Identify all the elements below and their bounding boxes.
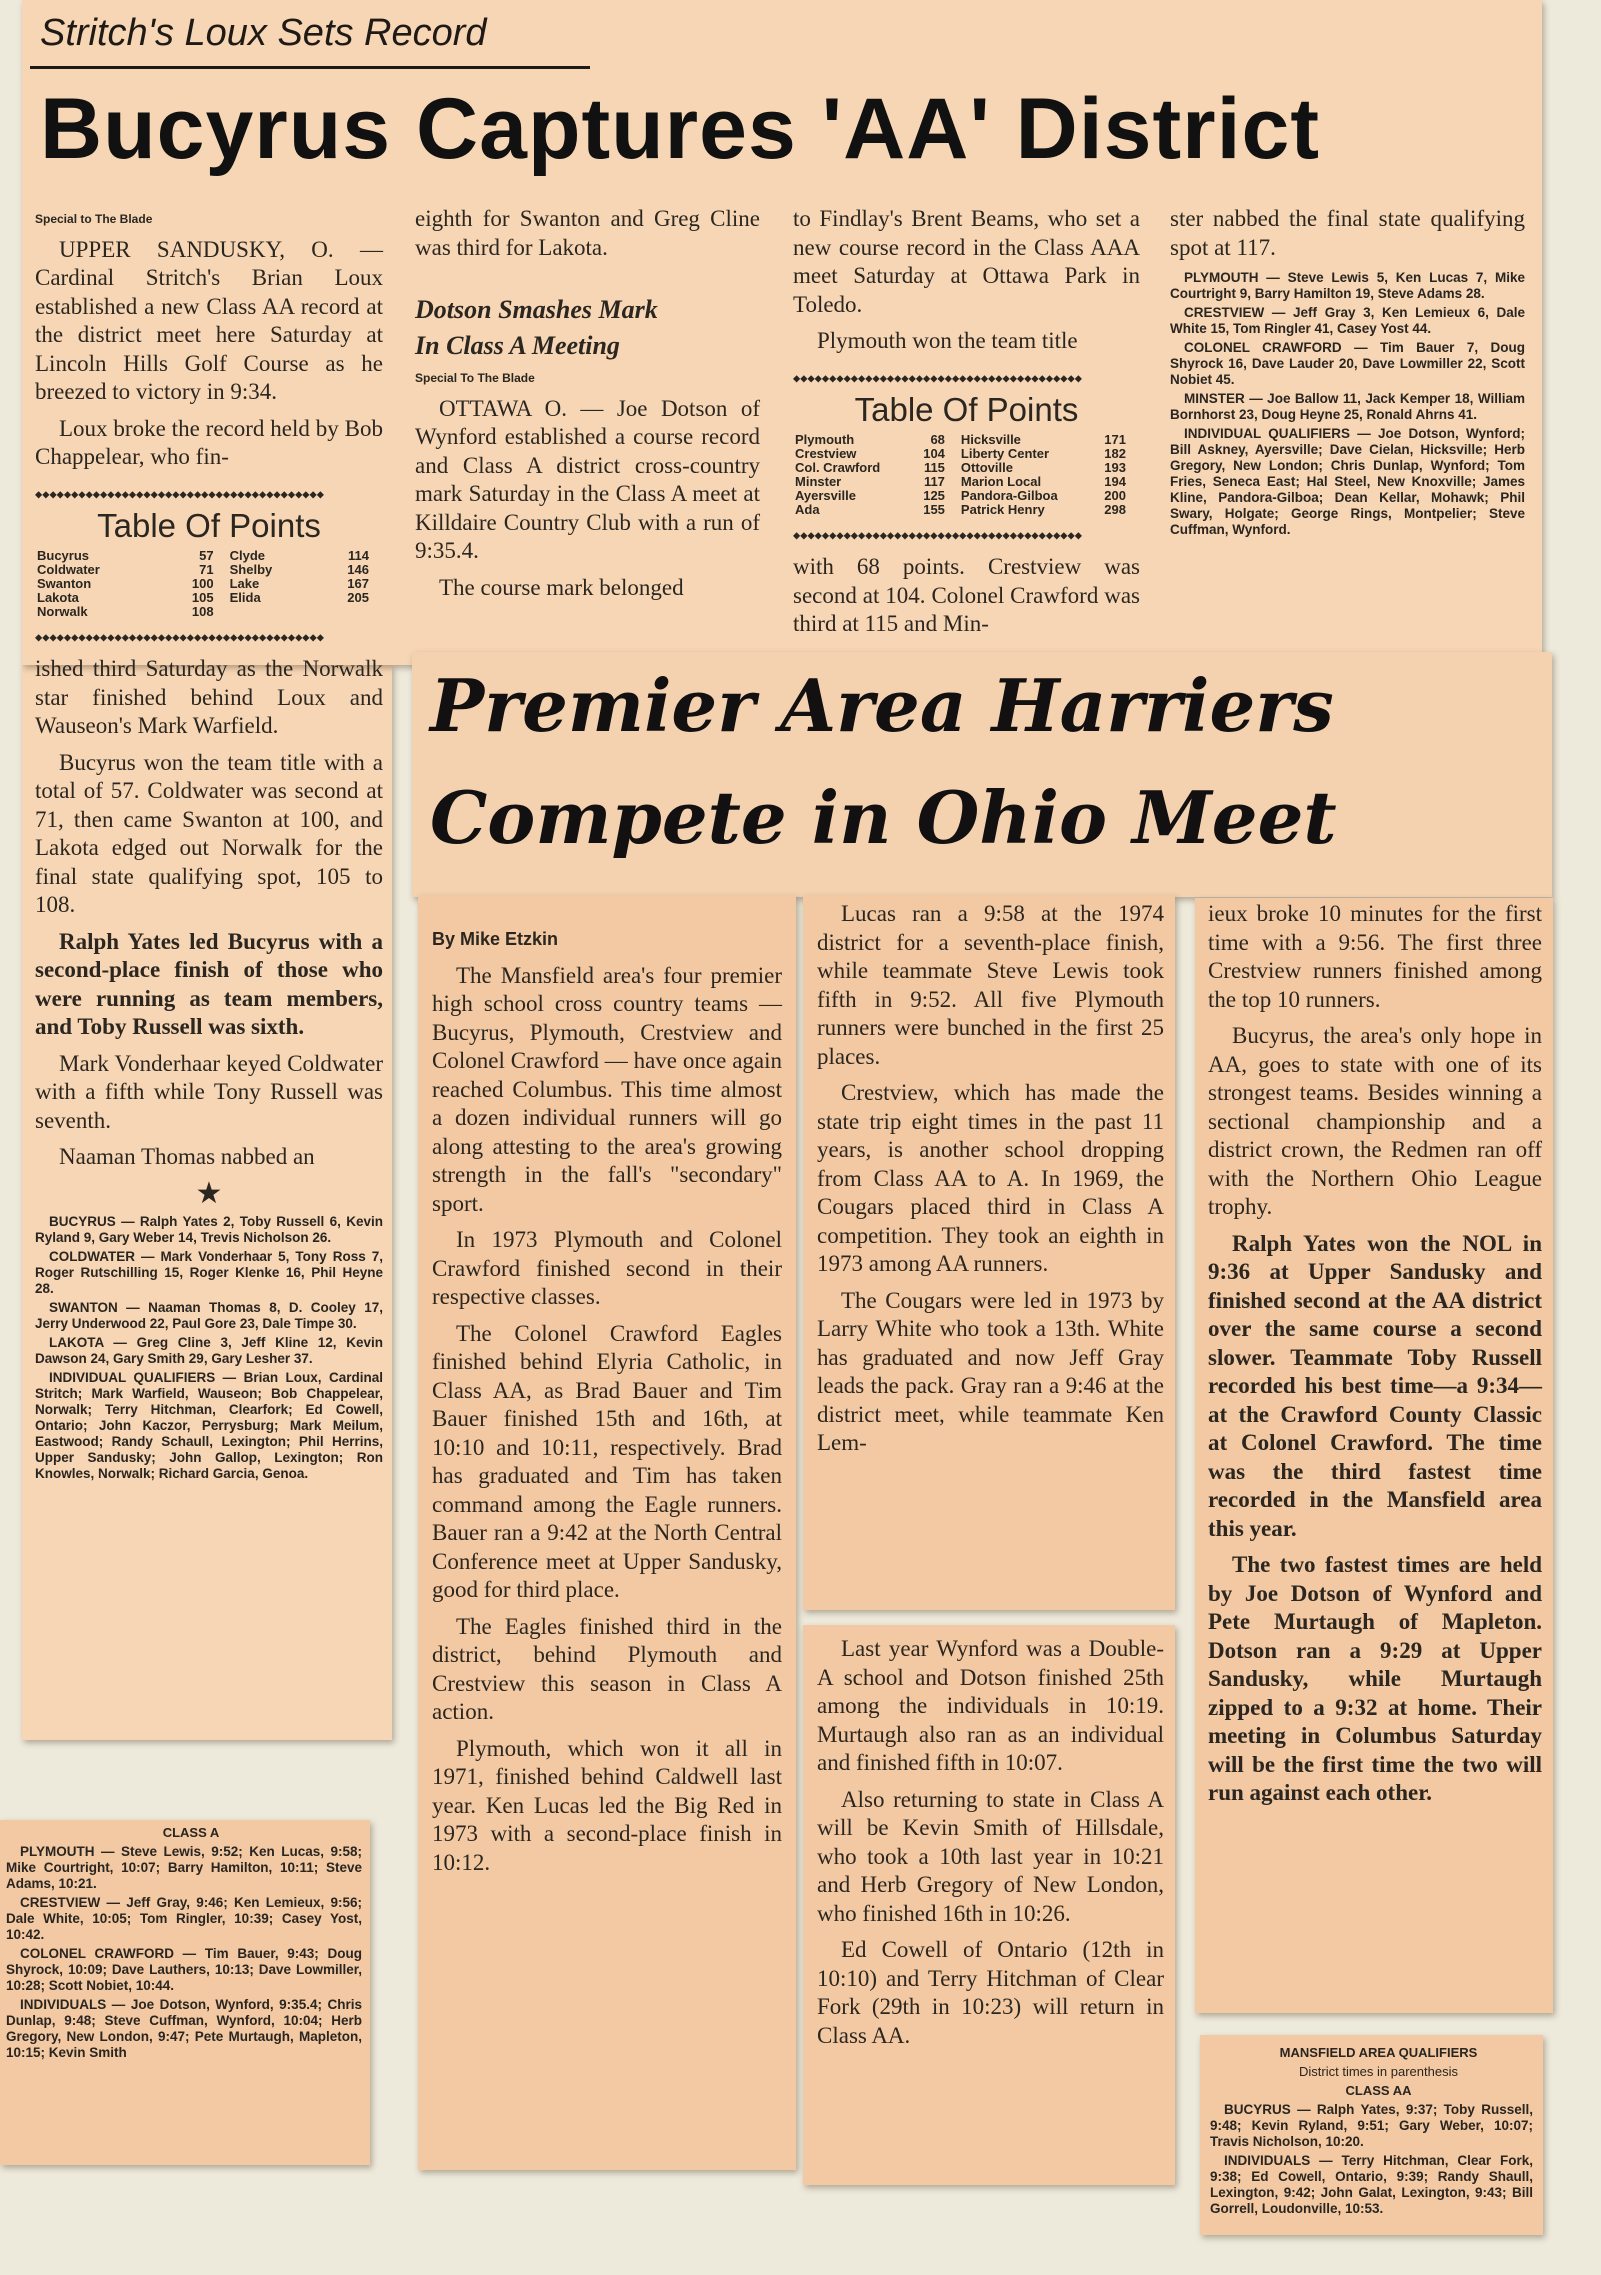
story3-paragraph: Bucyrus, the area's only hope in AA, goes to state with one of its strongest teams. Besides winning a sectional championship and a district crown, the Redmen ran off with the Northern Ohio League trophy. xyxy=(1208,1023,1542,1219)
table-row: Swanton 100 Lake 167 xyxy=(37,575,369,591)
mansfield-qualifiers xyxy=(1210,2045,1533,2220)
second-headline-line2: Compete in Ohio Meet xyxy=(430,775,1337,860)
story1-paragraph: Naaman Thomas nabbed an xyxy=(59,1144,315,1169)
story3-paragraph: The two fastest times are held by Joe Dotson of Wynford and Pete Murtaugh of Mapleton. Dotson ran a 9:29 at Upper Sandusky, while Murtaugh zipped to a 9:32 at home. Their meeting in Columbus Saturday will be the first time the two will run against each other. xyxy=(1208,1552,1542,1805)
story3-paragraph: Ralph Yates won the NOL in 9:36 at Upper Sandusky and finished second at the AA district over the same course a second slower. Teammate Toby Russell recorded his best time—a 9:34—at the Crawford County Classic at Colonel Crawford. The time was the third fastest time recorded in the Mansfield area this year. xyxy=(1208,1230,1542,1541)
story2-column4 xyxy=(1170,205,1525,541)
result-line: SWANTON — Naaman Thomas 8, D. Cooley 17, Jerry Underwood 22, Paul Gore 23, Dale Timpe 30. xyxy=(35,1300,383,1331)
story2-paragraph: to Findlay's Brent Beams, who set a new course record in the Class AAA meet Saturday at Ottawa Park in Toledo. xyxy=(793,206,1140,317)
story2-paragraph: The course mark belonged xyxy=(439,574,684,600)
kicker-underline xyxy=(30,66,590,69)
story2-paragraph: OTTAWA O. — Joe Dotson of Wynford established a course record and Class A district cross-country mark Saturday in the Class A meet at Killdaire Country Club with a run of 9:35.4. xyxy=(415,395,760,563)
kicker-headline: Stritch's Loux Sets Record xyxy=(40,12,487,54)
story3-paragraph: In 1973 Plymouth and Colonel Crawford finished second in their respective classes. xyxy=(432,1227,782,1309)
table-row: Ayersville 125 Pandora-Gilboa 200 xyxy=(795,487,1126,503)
result-line: INDIVIDUALS — Joe Dotson, Wynford, 9:35.4; Chris Dunlap, 9:48; Steve Cuffman, Wynford, 10:04; Herb Gregory, New London, 9:47; Pete Murtaugh, Mapleton, 10:15; Kevin Smith xyxy=(6,1997,362,2060)
story3-paragraph: Plymouth, which won it all in 1971, finished behind Caldwell last year. Ken Lucas led the Big Red in 1973 with a second-place finish in 10:12. xyxy=(432,1735,782,1875)
star-divider: ◆◆◆◆◆◆◆◆◆◆◆◆◆◆◆◆◆◆◆◆◆◆◆◆◆◆◆◆◆◆◆◆◆◆◆◆◆◆◆◆ xyxy=(793,527,1082,542)
table-row: Lakota 105 Elida 205 xyxy=(37,589,369,605)
star-icon: ★ xyxy=(195,1176,223,1210)
story3-paragraph: Crestview, which has made the state trip eight times in the past 11 years, is another school dropping from Class AA to A. In 1969, the Cougars placed third in Class A competition. They took an eighth in 1973 among AA runners. xyxy=(817,1080,1164,1276)
result-line: COLONEL CRAWFORD — Tim Bauer, 9:43; Doug Shyrock, 10:09; Dave Lauthers, 10:13; Dave Lowmiller, 10:28; Scott Nobiet, 10:44. xyxy=(6,1946,362,1993)
qualifiers-subtitle: District times in parenthesis xyxy=(1299,2064,1458,2079)
story2-points-table xyxy=(793,433,1140,517)
qualifiers-class: CLASS AA xyxy=(1345,2083,1412,2098)
table-of-points-title: Table Of Points xyxy=(97,507,321,544)
table-row: Minster 117 Marion Local 194 xyxy=(795,473,1126,489)
story1-column1 xyxy=(35,205,383,1485)
result-line: PLYMOUTH — Steve Lewis 5, Ken Lucas 7, Mike Courtright 9, Barry Hamilton 19, Steve Adams 28. xyxy=(1170,270,1525,301)
story3-paragraph: The Mansfield area's four premier high school cross country teams — Bucyrus, Plymouth, Crestview and Colonel Crawford — have once again reached Columbus. This time almost a dozen individual runners will go along attesting to the area's growing strength in the fall's "secondary" sport. xyxy=(432,962,782,1216)
story3-paragraph: Also returning to state in Class A will be Kevin Smith of Hillsdale, who took a 10th last year in 10:21 and Herb Gregory of New London, who finished 16th in 10:26. xyxy=(817,1786,1164,1926)
result-line: COLDWATER — Mark Vonderhaar 5, Tony Ross 7, Roger Rutschilling 15, Roger Klenke 16, Phil Heyne 28. xyxy=(35,1249,383,1296)
story1-paragraph: ished third Saturday as the Norwalk star finished behind Loux and Wauseon's Mark Warfield. xyxy=(35,656,383,738)
table-row: Bucyrus 57 Clyde 114 xyxy=(37,547,369,563)
story2-paragraph: Plymouth won the team title xyxy=(817,328,1078,353)
story3-paragraph: The Colonel Crawford Eagles finished behind Elyria Catholic, in Class AA, as Brad Bauer and Tim Bauer finished 15th and 16th, at 10:10 and 10:11, respectively. Brad has graduated and Tim has taken command among the Eagle runners. Bauer ran a 9:42 at the North Central Conference meet at Upper Sandusky, good for third place. xyxy=(432,1320,782,1602)
story2-dateline: Special To The Blade xyxy=(415,371,535,385)
story2-subhead: Dotson Smashes Mark xyxy=(415,295,658,324)
table-row: Crestview 104 Liberty Center 182 xyxy=(795,445,1126,461)
story3-column2b xyxy=(817,1635,1164,2058)
story3-paragraph: Ed Cowell of Ontario (12th in 10:10) and Terry Hitchman of Clear Fork (29th in 10:23) will return in Class AA. xyxy=(817,1937,1164,2048)
story3-paragraph: Last year Wynford was a Double-A school and Dotson finished 25th among the individuals in 10:19. Murtaugh also ran as an individual and finished fifth in 10:07. xyxy=(817,1636,1164,1775)
story1-dateline: Special to The Blade xyxy=(35,212,153,226)
story1-paragraph: Mark Vonderhaar keyed Coldwater with a fifth while Tony Russell was seventh. xyxy=(35,1050,383,1133)
story3-paragraph: The Eagles finished third in the district, behind Plymouth and Crestview this season in Class A action. xyxy=(432,1613,782,1724)
story1-paragraph: Loux broke the record held by Bob Chappelear, who fin- xyxy=(35,415,383,469)
result-line: INDIVIDUAL QUALIFIERS — Joe Dotson, Wynford; Bill Askney, Ayersville; Dave Cielan, Hicksville; Herb Gregory, New London; Chris Dunlap, Wynford; Tom Fries, Seneca East; Hal Steel, New Knoxville; James Kline, Pandora-Gilboa; Dean Kellar, Mohawk; Phil Swary, Holgate; George Rings, Montpelier; Steve Cuffman, Wynford. xyxy=(1170,426,1525,537)
story3-paragraph: The Cougars were led in 1973 by Larry White who took a 13th. White has graduated and now Jeff Gray leads the pack. Gray ran a 9:46 at the district meet, while teammate Ken Lem- xyxy=(817,1287,1164,1455)
result-line: BUCYRUS — Ralph Yates 2, Toby Russell 6, Kevin Ryland 9, Gary Weber 14, Trevis Nicholson 26. xyxy=(35,1214,383,1245)
qualifiers-title: MANSFIELD AREA QUALIFIERS xyxy=(1279,2045,1478,2060)
story3-paragraph: Lucas ran a 9:58 at the 1974 district for a seventh-place finish, while teammate Steve Lewis took fifth in 9:52. All five Plymouth runners were bunched in the first 25 places. xyxy=(817,901,1164,1069)
story1-paragraph: UPPER SANDUSKY, O. — Cardinal Stritch's Brian Loux established a new Class AA record at the district meet here Saturday at Lincoln Hills Golf Course as he breezed to victory in 9:34. xyxy=(35,236,383,404)
story2-paragraph: ster nabbed the final state qualifying spot at 117. xyxy=(1170,206,1525,260)
table-row: Coldwater 71 Shelby 146 xyxy=(37,561,369,577)
second-headline-line1: Premier Area Harriers xyxy=(430,663,1334,748)
table-row: Plymouth 68 Hicksville 171 xyxy=(795,431,1126,447)
story2-results xyxy=(1170,270,1525,538)
result-line: BUCYRUS — Ralph Yates, 9:37; Toby Russell, 9:48; Kevin Ryland, 9:51; Gary Weber, 10:07; Travis Nicholson, 10:20. xyxy=(1210,2102,1533,2149)
table-of-points-title: Table Of Points xyxy=(854,391,1079,428)
star-divider: ◆◆◆◆◆◆◆◆◆◆◆◆◆◆◆◆◆◆◆◆◆◆◆◆◆◆◆◆◆◆◆◆◆◆◆◆◆◆◆◆ xyxy=(35,629,324,644)
result-line: PLYMOUTH — Steve Lewis, 9:52; Ken Lucas, 9:58; Mike Courtright, 10:07; Barry Hamilton, 10:11; Steve Adams, 10:21. xyxy=(6,1844,362,1891)
star-divider: ◆◆◆◆◆◆◆◆◆◆◆◆◆◆◆◆◆◆◆◆◆◆◆◆◆◆◆◆◆◆◆◆◆◆◆◆◆◆◆◆ xyxy=(35,486,324,501)
result-line: LAKOTA — Greg Cline 3, Jeff Kline 12, Kevin Dawson 24, Gary Smith 29, Gary Lesher 37. xyxy=(35,1335,383,1366)
star-divider: ◆◆◆◆◆◆◆◆◆◆◆◆◆◆◆◆◆◆◆◆◆◆◆◆◆◆◆◆◆◆◆◆◆◆◆◆◆◆◆◆ xyxy=(793,370,1082,385)
result-line: CRESTVIEW — Jeff Gray 3, Ken Lemieux 6, Dale White 15, Tom Ringler 41, Casey Yost 44. xyxy=(1170,305,1525,336)
story1-paragraph: eighth for Swanton and Greg Cline was third for Lakota. xyxy=(415,206,760,260)
story3-column1 xyxy=(432,925,782,1885)
result-line: COLONEL CRAWFORD — Tim Bauer 7, Doug Shyrock 16, Dave Lauder 20, Dave Lowmiller 22, Scott Nobiet 45. xyxy=(1170,340,1525,387)
result-line: INDIVIDUAL QUALIFIERS — Brian Loux, Cardinal Stritch; Mark Warfield, Wauseon; Bob Chappelear, Norwalk; Terry Hitchman, Clearfork; Ed Cowell, Ontario; John Kaczor, Perrysburg; Mark Meilum, Eastwood; Randy Schaull, Lexington; Phil Herrins, Upper Sandusky; John Gallop, Lexington; Ron Knowles, Norwalk; Richard Garcia, Genoa. xyxy=(35,1370,383,1481)
story3-paragraph: ieux broke 10 minutes for the first time with a 9:56. The first three Crestview runners finished among the top 10 runners. xyxy=(1208,901,1542,1012)
story2-paragraph: with 68 points. Crestview was second at 104. Colonel Crawford was third at 115 and Min- xyxy=(793,554,1140,636)
story2-subhead: In Class A Meeting xyxy=(415,331,620,360)
result-line: INDIVIDUALS — Terry Hitchman, Clear Fork, 9:38; Ed Cowell, Ontario, 9:39; Randy Shaull, Lexington, 9:42; John Galat, Lexington, 9:43; Bill Gorrell, Loudonville, 10:53. xyxy=(1210,2153,1533,2216)
result-line: MINSTER — Joe Ballow 11, Jack Kemper 18, William Bornhorst 23, Doug Heyne 25, Ronald Ahrns 41. xyxy=(1170,391,1525,422)
story3-column3 xyxy=(1208,900,1542,1816)
table-row: Col. Crawford 115 Ottoville 193 xyxy=(795,459,1126,475)
story1-paragraph: Bucyrus won the team title with a total of 57. Coldwater was second at 71, then came Swanton at 100, and Lakota edged out Norwalk for the final state qualifying spot, 105 to 108. xyxy=(35,749,383,917)
table-row: Norwalk 108 xyxy=(37,603,214,619)
byline: By Mike Etzkin xyxy=(432,929,559,949)
story1-paragraph: Ralph Yates led Bucyrus with a second-place finish of those who were running as team members, and Toby Russell was sixth. xyxy=(35,928,383,1039)
story2-column3 xyxy=(793,205,1140,647)
table-row: Ada 155 Patrick Henry 298 xyxy=(795,501,1126,517)
story1-column2 xyxy=(415,205,760,610)
result-line: CRESTVIEW — Jeff Gray, 9:46; Ken Lemieux, 9:56; Dale White, 10:05; Tom Ringler, 10:39; Casey Yost, 10:42. xyxy=(6,1895,362,1942)
main-headline: Bucyrus Captures 'AA' District xyxy=(40,81,1320,177)
story3-column2 xyxy=(817,900,1164,1466)
class-a-title: CLASS A xyxy=(162,1825,220,1840)
class-a-results xyxy=(6,1825,362,2064)
story1-points-table xyxy=(35,549,383,619)
story1-results xyxy=(35,1214,383,1482)
